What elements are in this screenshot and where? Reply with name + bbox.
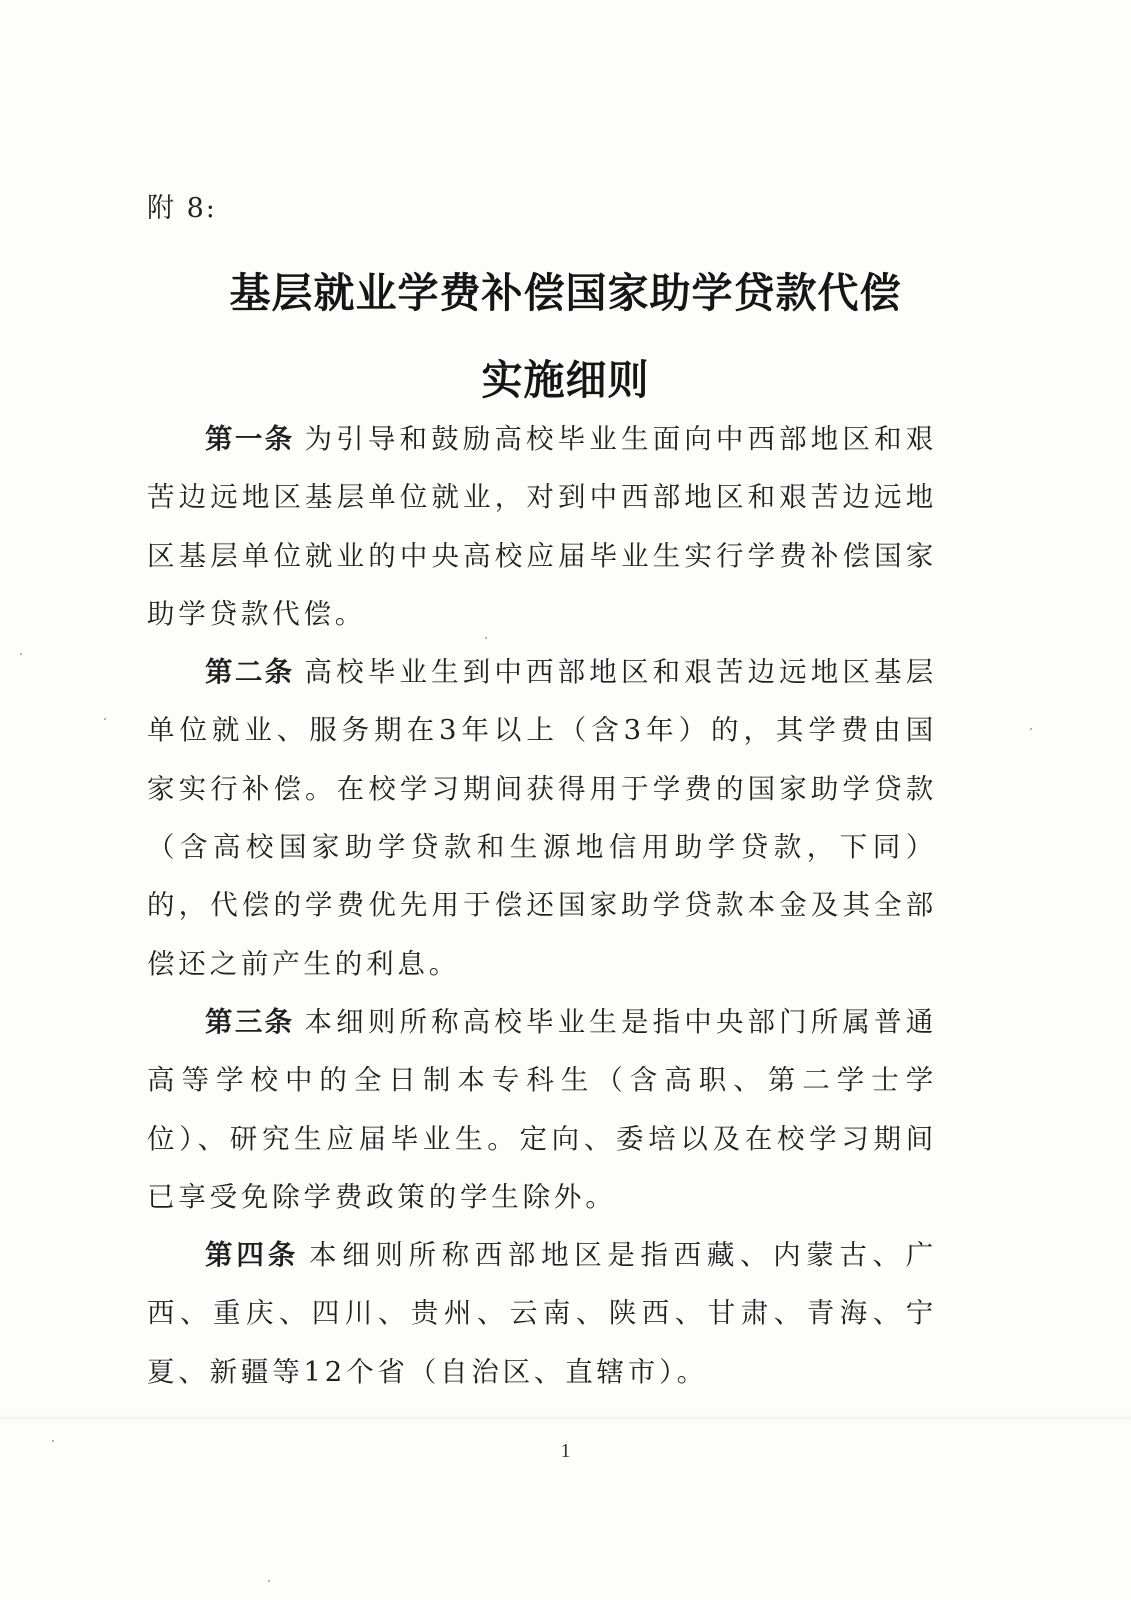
article-text: 为引导和鼓励高校毕业生面向中西部地区和艰苦边远地区基层单位就业，对到中西部地区和艰苦边远地区基层单位就业的中央高校应届毕业生实行学费补偿国家助学贷款代偿。 — [147, 423, 938, 630]
scan-speck — [104, 718, 106, 720]
article-text: 高校毕业生到中西部地区和艰苦边远地区基层单位就业、服务期在3年以上（含3年）的，其学费由国家实行补偿。在校学习期间获得用于学费的国家助学贷款（含高校国家助学贷款和生源地信用助学贷款，下同）的，代偿的学费优先用于偿还国家助学贷款本金及其全部偿还之前产生的利息。 — [147, 656, 938, 980]
article-text: 本细则所称高校毕业生是指中央部门所属普通高等学校中的全日制本专科生（含高职、第二学士学位）、研究生应届毕业生。定向、委培以及在校学习期间已享受免除学费政策的学生除外。 — [147, 1005, 938, 1213]
document-title-line-1: 基层就业学费补偿国家助学贷款代偿 — [229, 269, 902, 317]
scan-speck — [485, 637, 487, 639]
scan-speck — [20, 653, 22, 655]
article-heading: 第一条 — [205, 423, 295, 455]
scan-fold-line — [0, 1414, 1131, 1422]
scan-speck — [268, 1580, 270, 1582]
scan-speck — [1030, 728, 1032, 730]
attachment-label: 附 8: — [147, 193, 217, 224]
article-4 — [147, 1226, 937, 1401]
page-number: 1 — [560, 1440, 571, 1462]
article-heading: 第四条 — [205, 1239, 300, 1272]
article-heading: 第二条 — [205, 656, 295, 689]
article-text: 本细则所称西部地区是指西藏、内蒙古、广西、重庆、四川、贵州、云南、陕西、甘肃、青海、宁夏、新疆等12个省（自治区、直辖市）。 — [147, 1239, 937, 1388]
article-1 — [147, 410, 937, 643]
article-2 — [147, 643, 937, 993]
document-title-line-2: 实施细则 — [481, 356, 650, 404]
article-3 — [147, 993, 937, 1226]
article-heading: 第三条 — [205, 1005, 295, 1038]
scan-speck — [52, 1440, 54, 1442]
document-body — [147, 410, 937, 1401]
